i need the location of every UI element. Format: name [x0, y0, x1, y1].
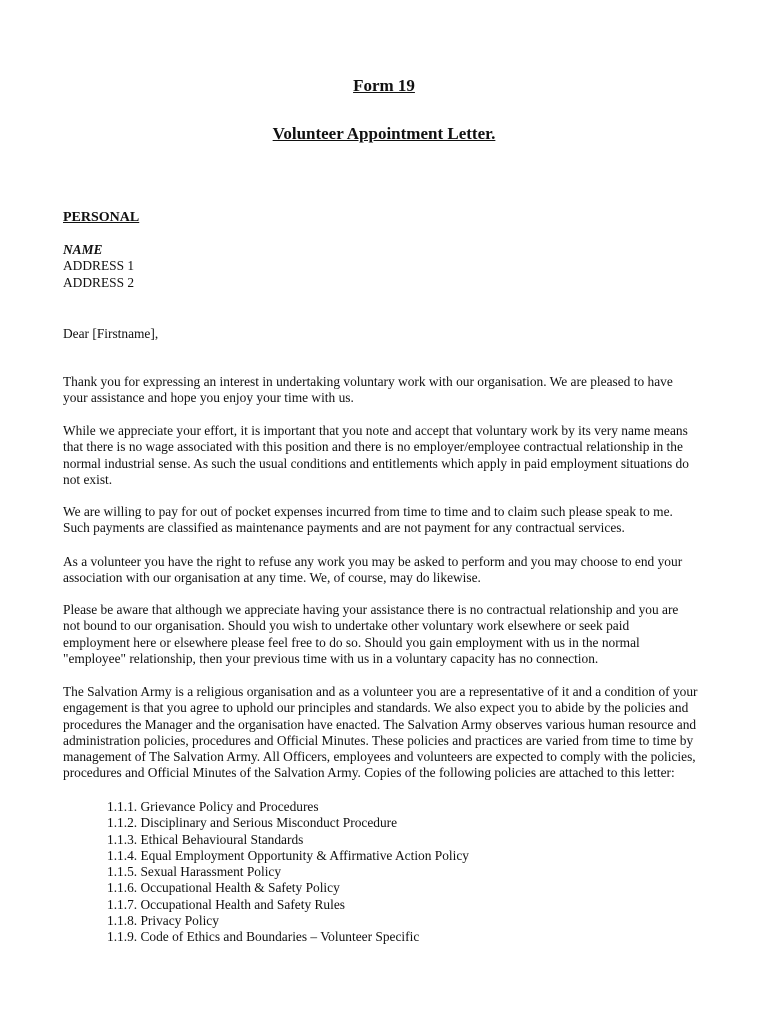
paragraph-line: We are willing to pay for out of pocket expenses incurred from time to time and to claim such please speak to me. [63, 504, 673, 519]
paragraph-line: association with our organisation at any time. We, of course, may do likewise. [63, 570, 481, 586]
paragraph-line: As a volunteer you have the right to refuse any work you may be asked to perform and you may choose to end your [63, 554, 683, 569]
policy-item: 1.1.1. Grievance Policy and Procedures [107, 799, 319, 814]
paragraph-2 [63, 423, 713, 488]
paragraph-line: Please be aware that although we appreciate having your assistance there is no contractual relationship and you are [63, 602, 679, 617]
paragraph-line: management of The Salvation Army. All Officers, employees and volunteers are expected to comply with the policies, [63, 749, 696, 765]
policy-item: 1.1.3. Ethical Behavioural Standards [107, 831, 304, 847]
paragraph-6 [63, 684, 713, 782]
paragraph-line: administration policies, procedures and Official Minutes. These policies and practices are varied from time to time by [63, 732, 694, 748]
letter-title: Volunteer Appointment Letter. [272, 124, 496, 143]
paragraph-line: employment here or elsewhere please feel free to do so. Should you gain employment with us in the normal [63, 634, 640, 650]
address-line-1: ADDRESS 1 [63, 258, 135, 274]
paragraph-1 [63, 374, 713, 407]
policy-list [107, 799, 707, 946]
paragraph-line: engagement is that you agree to uphold our principles and standards. We also expect you to abide by the policies and [63, 700, 689, 716]
paragraph-4 [63, 554, 713, 587]
policy-item: 1.1.7. Occupational Health and Safety Rules [107, 896, 345, 912]
paragraph-5 [63, 602, 713, 667]
policy-item: 1.1.8. Privacy Policy [107, 913, 219, 929]
paragraph-3 [63, 504, 713, 537]
paragraph-line: Thank you for expressing an interest in undertaking voluntary work with our organisation. We are pleased to have [63, 374, 673, 389]
policy-item: 1.1.2. Disciplinary and Serious Misconduct Procedure [107, 815, 398, 831]
paragraph-line: "employee" relationship, then your previous time with us in a voluntary capacity has no connection. [63, 650, 599, 666]
paragraph-line: The Salvation Army is a religious organisation and as a volunteer you are a representative of it and a condition of your [63, 684, 698, 699]
paragraph-line: that there is no wage associated with this position and there is no employer/employee contractual relationship in the [63, 439, 683, 455]
policy-item: 1.1.4. Equal Employment Opportunity & Affirmative Action Policy [107, 847, 470, 863]
paragraph-line: your assistance and hope you enjoy your time with us. [63, 390, 354, 406]
policy-item: 1.1.9. Code of Ethics and Boundaries – Volunteer Specific [107, 929, 420, 945]
policy-item: 1.1.5. Sexual Harassment Policy [107, 864, 282, 880]
paragraph-line: While we appreciate your effort, it is important that you note and accept that voluntary work by its very name means [63, 423, 688, 438]
paragraph-line: normal industrial sense. As such the usual conditions and entitlements which apply in paid employment situations do [63, 455, 689, 471]
form-title: Form 19 [353, 76, 415, 95]
paragraph-line: not bound to our organisation. Should you wish to undertake other voluntary work elsewhere or seek paid [63, 618, 630, 634]
personal-heading: PERSONAL [63, 210, 140, 225]
policy-item: 1.1.6. Occupational Health & Safety Policy [107, 880, 340, 896]
recipient-name: NAME [63, 242, 103, 257]
paragraph-line: Such payments are classified as maintenance payments and are not payment for any contractual services. [63, 520, 625, 536]
paragraph-line: not exist. [63, 471, 113, 487]
paragraph-line: procedures and Official Minutes of the Salvation Army. Copies of the following policies are attached to this letter: [63, 765, 675, 781]
paragraph-line: procedures the Manager and the organisation have enacted. The Salvation Army observes various human resource and [63, 716, 697, 732]
address-line-2: ADDRESS 2 [63, 274, 135, 290]
address-block [63, 242, 713, 291]
greeting: Dear [Firstname], [63, 326, 159, 341]
